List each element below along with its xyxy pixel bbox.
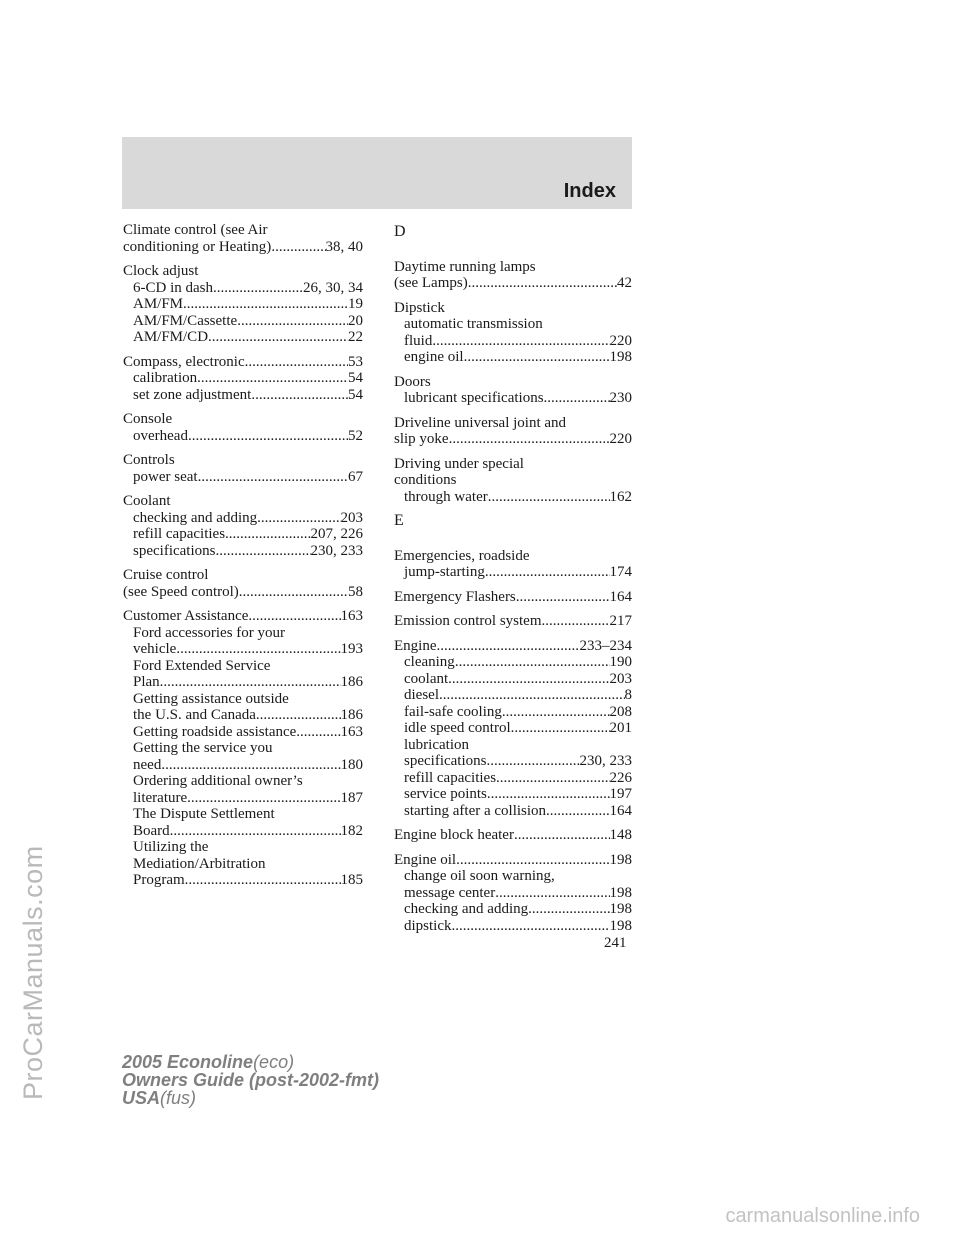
- page-reference: 198: [609, 349, 632, 365]
- index-subentry: [394, 720, 632, 737]
- entry-text: AM/FM: [133, 296, 184, 312]
- index-subentry: [123, 329, 363, 346]
- dot-leader: [488, 489, 610, 506]
- index-subentry: [394, 704, 632, 721]
- page-reference: 233–234: [579, 637, 632, 654]
- index-subentry: [123, 428, 363, 445]
- footer-guide: Owners Guide (post-2002-fmt): [122, 1070, 380, 1090]
- index-column-right: [394, 222, 632, 942]
- index-subentry: [394, 564, 632, 581]
- page-reference: 230, 233: [579, 753, 632, 769]
- index-subentry: [123, 526, 363, 543]
- page-reference: 198: [609, 901, 632, 917]
- dot-leader: [256, 707, 341, 724]
- entry-text: Plan: [133, 674, 160, 690]
- footer-document-id: [122, 1053, 379, 1107]
- dot-leader: [213, 280, 303, 297]
- dot-leader: [468, 275, 617, 292]
- dot-leader: [464, 349, 610, 366]
- index-entry: [123, 493, 363, 559]
- dot-leader: [197, 370, 348, 387]
- index-subentry: [394, 654, 632, 671]
- page-reference: 203: [340, 509, 363, 526]
- page-reference: 163: [340, 608, 363, 624]
- dot-leader: [271, 239, 325, 256]
- entry-text: Ordering additional owner’s: [133, 773, 303, 789]
- section-d-entries: [394, 259, 632, 506]
- page-reference: 53: [348, 353, 363, 370]
- index-subentry: [394, 737, 632, 754]
- index-subentry: [394, 316, 632, 333]
- entry-text: the U.S. and Canada: [133, 707, 256, 723]
- entry-text: service points: [404, 786, 487, 802]
- entry-text: need: [133, 756, 162, 773]
- page-reference: 38, 40: [325, 238, 363, 255]
- dot-leader: [237, 313, 348, 330]
- page-reference: 220: [609, 332, 632, 349]
- dot-leader: [514, 827, 610, 844]
- index-subentry: [394, 671, 632, 688]
- dot-leader: [198, 469, 348, 486]
- entry-text: slip yoke: [394, 431, 449, 447]
- entry-text: through water: [404, 488, 488, 505]
- index-subentry: [123, 823, 363, 840]
- index-subentry: [123, 773, 363, 790]
- index-entry: [394, 548, 632, 581]
- entry-text: Engine block heater: [394, 827, 514, 843]
- entry-text: 6-CD in dash: [133, 279, 213, 296]
- footer-model: 2005 Econoline: [122, 1052, 254, 1072]
- dot-leader: [439, 687, 625, 704]
- index-entry: [394, 374, 632, 407]
- index-term: [394, 638, 632, 655]
- index-term: [394, 852, 632, 869]
- entry-text: checking and adding: [133, 509, 258, 526]
- entry-text: Program: [133, 872, 185, 888]
- index-subentry: [123, 707, 363, 724]
- index-entry: [123, 411, 363, 444]
- page-number: 241: [604, 935, 627, 951]
- page-reference: 201: [609, 720, 632, 736]
- page-reference: 197: [609, 786, 632, 802]
- entry-text: engine oil: [404, 349, 464, 365]
- index-entry: [123, 263, 363, 346]
- entry-text: Coolant: [123, 493, 171, 509]
- index-term: [394, 275, 632, 292]
- entry-text: starting after a collision: [404, 802, 547, 819]
- entry-text: Dipstick: [394, 299, 445, 316]
- index-term: [394, 548, 632, 565]
- dot-leader: [486, 753, 579, 770]
- entry-text: change oil soon warning,: [404, 868, 555, 884]
- page-reference: 52: [348, 427, 363, 444]
- entry-text: Daytime running lamps: [394, 258, 536, 275]
- entry-text: Compass, electronic: [123, 353, 245, 370]
- page-reference: 174: [609, 564, 632, 580]
- index-subentry: [123, 641, 363, 658]
- dot-leader: [546, 803, 609, 820]
- entry-text: automatic transmission: [404, 316, 543, 332]
- dot-leader: [161, 757, 340, 774]
- entry-text: Console: [123, 411, 173, 427]
- dot-leader: [215, 543, 310, 560]
- entry-text: Ford Extended Service: [133, 657, 271, 674]
- dot-leader: [160, 674, 341, 691]
- entry-text: dipstick: [404, 917, 452, 934]
- page-reference: 163: [340, 723, 363, 740]
- page-reference: 186: [340, 674, 363, 690]
- entry-text: message center: [404, 884, 496, 901]
- dot-leader: [542, 613, 610, 630]
- index-subentry: [394, 349, 632, 366]
- entry-text: vehicle: [133, 641, 177, 657]
- index-subentry: [123, 790, 363, 807]
- page-title: Index: [563, 180, 616, 202]
- index-subentry: [394, 786, 632, 803]
- entry-text: conditioning or Heating): [123, 238, 272, 255]
- dot-leader: [225, 526, 310, 543]
- entry-text: lubricant specifications: [404, 390, 544, 406]
- index-subentry: [123, 691, 363, 708]
- dot-leader: [456, 852, 609, 869]
- index-entry: [123, 222, 363, 255]
- index-term: [394, 300, 632, 317]
- dot-leader: [296, 724, 340, 741]
- index-subentry: [123, 674, 363, 691]
- bottom-watermark: carmanualsonline.info: [725, 1205, 920, 1227]
- dot-leader: [185, 872, 341, 889]
- index-term: [394, 431, 632, 448]
- entry-text: Climate control (see Air: [123, 222, 268, 238]
- index-subentry: [394, 390, 632, 407]
- entry-text: Customer Assistance: [123, 608, 249, 624]
- entry-text: calibration: [133, 370, 198, 386]
- page-reference: 58: [348, 583, 363, 600]
- entry-text: (see Lamps): [394, 275, 468, 291]
- index-term: [123, 411, 363, 428]
- index-subentry: [123, 757, 363, 774]
- dot-leader: [449, 431, 610, 448]
- dot-leader: [183, 296, 348, 313]
- index-term: [123, 239, 363, 256]
- index-term: [394, 456, 632, 473]
- index-term: [394, 415, 632, 432]
- page-reference: 207, 226: [310, 526, 363, 542]
- dot-leader: [257, 510, 340, 527]
- entry-text: specifications: [133, 542, 216, 559]
- page-reference: 26, 30, 34: [303, 279, 363, 296]
- entry-text: AM/FM/CD: [133, 329, 209, 345]
- dot-leader: [432, 333, 609, 350]
- dot-leader: [455, 654, 610, 671]
- index-entry: [394, 300, 632, 366]
- index-subentry: [123, 280, 363, 297]
- index-subentry: [123, 658, 363, 675]
- entry-text: Getting roadside assistance: [133, 723, 297, 740]
- side-watermark: ProCarManuals.com: [18, 845, 48, 1100]
- footer-market: USA: [122, 1088, 161, 1108]
- entry-text: power seat: [133, 468, 198, 485]
- page-reference: 217: [609, 613, 632, 629]
- page-reference: 226: [609, 769, 632, 786]
- section-e-entries: [394, 548, 632, 935]
- page-reference: 208: [609, 703, 632, 720]
- index-term: [123, 354, 363, 371]
- page-reference: 164: [609, 588, 632, 605]
- page-reference: 67: [348, 468, 363, 485]
- index-term: [123, 452, 363, 469]
- dot-leader: [251, 387, 348, 404]
- index-subentry: [123, 839, 363, 856]
- index-entry: [394, 638, 632, 820]
- header-band: [122, 137, 632, 209]
- entry-text: fail-safe cooling: [404, 703, 502, 720]
- page-reference: 198: [609, 851, 632, 868]
- entry-text: Board: [133, 822, 170, 839]
- index-subentry: [394, 687, 632, 704]
- dot-leader: [187, 790, 340, 807]
- entry-text: Emergency Flashers: [394, 588, 516, 605]
- page-reference: 54: [348, 370, 363, 386]
- entry-text: conditions: [394, 472, 457, 488]
- page-reference: 198: [609, 917, 632, 934]
- index-entry: [394, 415, 632, 448]
- entry-text: (see Speed control): [123, 583, 239, 600]
- page-reference: 203: [609, 670, 632, 687]
- footer-market-code: (fus): [160, 1088, 197, 1108]
- entry-text: diesel: [404, 687, 439, 703]
- page-reference: 54: [348, 386, 363, 403]
- page-reference: 198: [609, 884, 632, 901]
- index-entry: [394, 456, 632, 506]
- page-reference: 19: [348, 296, 363, 312]
- index-subentry: [394, 868, 632, 885]
- entry-text: coolant: [404, 670, 449, 687]
- index-subentry: [394, 753, 632, 770]
- index-term: [123, 263, 363, 280]
- entry-text: Emission control system: [394, 613, 542, 629]
- index-subentry: [123, 872, 363, 889]
- footer-model-code: (eco): [253, 1052, 295, 1072]
- entry-text: cleaning: [404, 654, 455, 670]
- page-reference: 230, 233: [310, 542, 363, 559]
- index-entry: [394, 613, 632, 630]
- entry-text: Ford accessories for your: [133, 624, 286, 641]
- index-term: [394, 827, 632, 844]
- page-reference: 148: [609, 827, 632, 843]
- page-reference: 187: [340, 789, 363, 806]
- dot-leader: [511, 720, 610, 737]
- index-subentry: [123, 313, 363, 330]
- section-letter-e: E: [394, 512, 404, 529]
- dot-leader: [544, 390, 610, 407]
- index-term: [394, 589, 632, 606]
- index-term: [394, 472, 632, 489]
- entry-text: Engine oil: [394, 851, 457, 868]
- entry-text: fluid: [404, 332, 433, 349]
- index-subentry: [123, 510, 363, 527]
- entry-text: set zone adjustment: [133, 386, 252, 403]
- entry-text: Driving under special: [394, 455, 524, 472]
- entry-text: checking and adding: [404, 901, 529, 917]
- page-reference: 164: [609, 802, 632, 819]
- dot-leader: [208, 329, 348, 346]
- dot-leader: [248, 608, 340, 625]
- page-reference: 8: [624, 687, 632, 703]
- entry-text: Controls: [123, 452, 175, 468]
- index-term: [394, 613, 632, 630]
- index-subentry: [394, 333, 632, 350]
- index-entry: [123, 354, 363, 404]
- entry-text: Getting the service you: [133, 740, 273, 756]
- index-subentry: [123, 370, 363, 387]
- page-reference: 20: [348, 312, 363, 329]
- entry-text: Cruise control: [123, 567, 209, 583]
- index-term: [394, 374, 632, 391]
- entry-text: Driveline universal joint and: [394, 414, 567, 431]
- index-subentry: [394, 885, 632, 902]
- dot-leader: [239, 584, 348, 601]
- entry-text: Engine: [394, 637, 437, 654]
- index-subentry: [123, 806, 363, 823]
- index-subentry: [394, 901, 632, 918]
- dot-leader: [245, 354, 348, 371]
- index-subentry: [123, 469, 363, 486]
- index-subentry: [394, 918, 632, 935]
- dot-leader: [496, 770, 609, 787]
- entry-text: Doors: [394, 373, 431, 390]
- entry-text: jump-starting: [404, 564, 485, 580]
- entry-text: literature: [133, 789, 188, 806]
- index-term: [123, 567, 363, 584]
- index-subentry: [394, 489, 632, 506]
- page-reference: 185: [340, 872, 363, 888]
- index-subentry: [123, 543, 363, 560]
- page-reference: 190: [609, 654, 632, 670]
- index-column-left: [123, 222, 363, 897]
- entry-text: refill capacities: [404, 769, 497, 786]
- index-entry: [123, 608, 363, 889]
- page-reference: 230: [609, 390, 632, 406]
- entry-text: Clock adjust: [123, 263, 199, 279]
- index-term: [123, 608, 363, 625]
- dot-leader: [170, 823, 341, 840]
- dot-leader: [437, 638, 580, 655]
- index-subentry: [123, 296, 363, 313]
- index-entry: [394, 827, 632, 844]
- index-subentry: [394, 770, 632, 787]
- index-subentry: [123, 856, 363, 873]
- page-reference: 22: [348, 329, 363, 345]
- index-entry: [394, 852, 632, 935]
- entry-text: lubrication: [404, 736, 469, 753]
- index-subentry: [123, 724, 363, 741]
- page-reference: 186: [340, 707, 363, 723]
- entry-text: Utilizing the: [133, 839, 209, 855]
- dot-leader: [487, 786, 610, 803]
- entry-text: overhead: [133, 427, 188, 444]
- entry-text: Getting assistance outside: [133, 690, 289, 707]
- page-reference: 220: [609, 431, 632, 447]
- entry-text: The Dispute Settlement: [133, 806, 275, 822]
- entry-text: AM/FM/Cassette: [133, 312, 238, 329]
- dot-leader: [176, 641, 340, 658]
- index-subentry: [123, 387, 363, 404]
- dot-leader: [485, 564, 610, 581]
- dot-leader: [528, 901, 609, 918]
- page-reference: 42: [617, 275, 632, 291]
- page-reference: 180: [340, 756, 363, 773]
- index-term: [123, 493, 363, 510]
- entry-text: Emergencies, roadside: [394, 547, 530, 564]
- index-subentry: [123, 625, 363, 642]
- entry-text: refill capacities: [133, 526, 226, 542]
- page-reference: 193: [340, 641, 363, 657]
- section-letter-d: D: [394, 223, 406, 240]
- index-term: [394, 259, 632, 276]
- page-reference: 162: [609, 488, 632, 505]
- index-entry: [123, 452, 363, 485]
- index-term: [123, 584, 363, 601]
- dot-leader: [495, 885, 609, 902]
- entry-text: specifications: [404, 753, 487, 769]
- dot-leader: [516, 589, 610, 606]
- dot-leader: [502, 704, 610, 721]
- index-entry: [394, 589, 632, 606]
- index-entry: [394, 259, 632, 292]
- entry-text: Mediation/Arbitration: [133, 855, 266, 872]
- index-term: [123, 222, 363, 239]
- index-entry: [123, 567, 363, 600]
- dot-leader: [452, 918, 610, 935]
- index-subentry: [394, 803, 632, 820]
- page-reference: 182: [340, 822, 363, 839]
- dot-leader: [448, 671, 609, 688]
- entry-text: idle speed control: [404, 720, 511, 736]
- index-subentry: [123, 740, 363, 757]
- dot-leader: [188, 428, 348, 445]
